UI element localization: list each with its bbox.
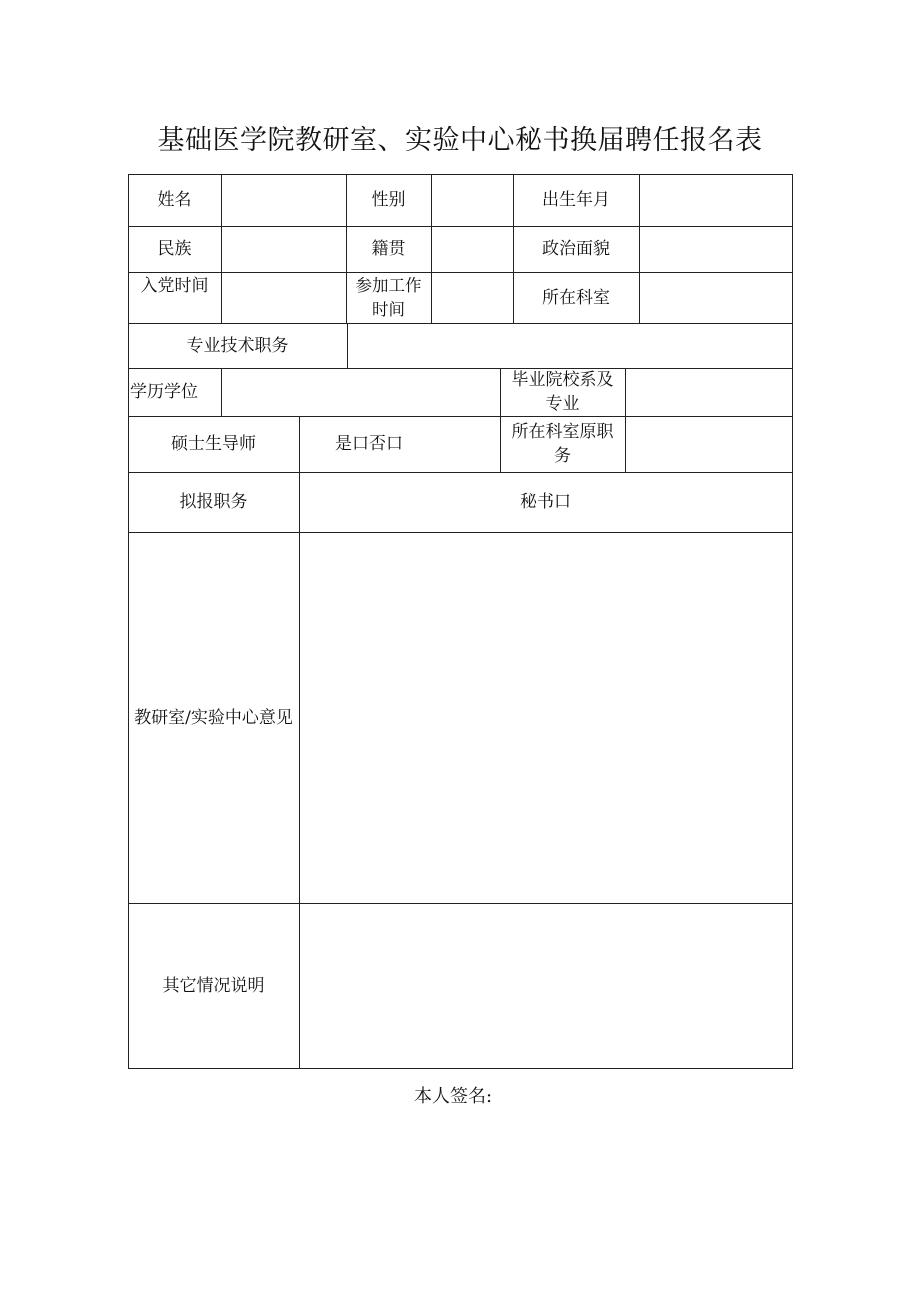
- party-join-date-field[interactable]: [221, 272, 346, 323]
- department-opinion-label: 教研室/实验中心意见: [134, 707, 293, 728]
- page-title: 基础医学院教研室、实验中心秘书换届聘任报名表: [157, 125, 763, 156]
- other-notes-field[interactable]: [299, 903, 792, 1068]
- signature-label: 本人签名:: [414, 1086, 493, 1107]
- birth-label: 出生年月: [542, 190, 610, 210]
- professional-title-label: 专业技术职务: [186, 335, 289, 356]
- name-field[interactable]: [221, 174, 346, 226]
- table-border-bottom: [128, 1068, 793, 1069]
- gender-label: 性别: [371, 190, 406, 210]
- applied-post-label: 拟报职务: [179, 492, 248, 512]
- political-status-field[interactable]: [639, 226, 792, 272]
- ethnicity-field[interactable]: [221, 226, 346, 272]
- gender-field[interactable]: [431, 174, 513, 226]
- work-start-date-field[interactable]: [431, 272, 513, 323]
- department-label: 所在科室: [542, 287, 610, 308]
- degree-field[interactable]: [221, 368, 500, 416]
- name-label: 姓名: [157, 190, 192, 210]
- birth-field[interactable]: [639, 174, 792, 226]
- original-post-label: 所在科室原职务: [511, 422, 614, 466]
- other-notes-label: 其它情况说明: [162, 975, 265, 996]
- applied-post-option[interactable]: 秘书口: [520, 492, 571, 512]
- party-join-date-label: 入党时间: [140, 276, 209, 296]
- native-place-label: 籍贯: [371, 239, 406, 259]
- supervisor-yes-no-options[interactable]: 是口否口: [335, 434, 403, 454]
- department-opinion-field[interactable]: [299, 532, 792, 903]
- supervisor-label: 硕士生导师: [171, 434, 256, 454]
- professional-title-field[interactable]: [347, 323, 792, 368]
- native-place-field[interactable]: [431, 226, 513, 272]
- table-border-right: [792, 174, 793, 1069]
- political-status-label: 政治面貌: [542, 239, 610, 259]
- ethnicity-label: 民族: [157, 239, 192, 259]
- department-field[interactable]: [639, 272, 792, 323]
- graduate-school-field[interactable]: [625, 368, 792, 416]
- graduate-school-label: 毕业院校系及专业: [511, 370, 614, 414]
- original-post-field[interactable]: [625, 416, 792, 472]
- work-start-date-label: 参加工作时间: [355, 275, 422, 319]
- degree-label: 学历学位: [130, 382, 198, 402]
